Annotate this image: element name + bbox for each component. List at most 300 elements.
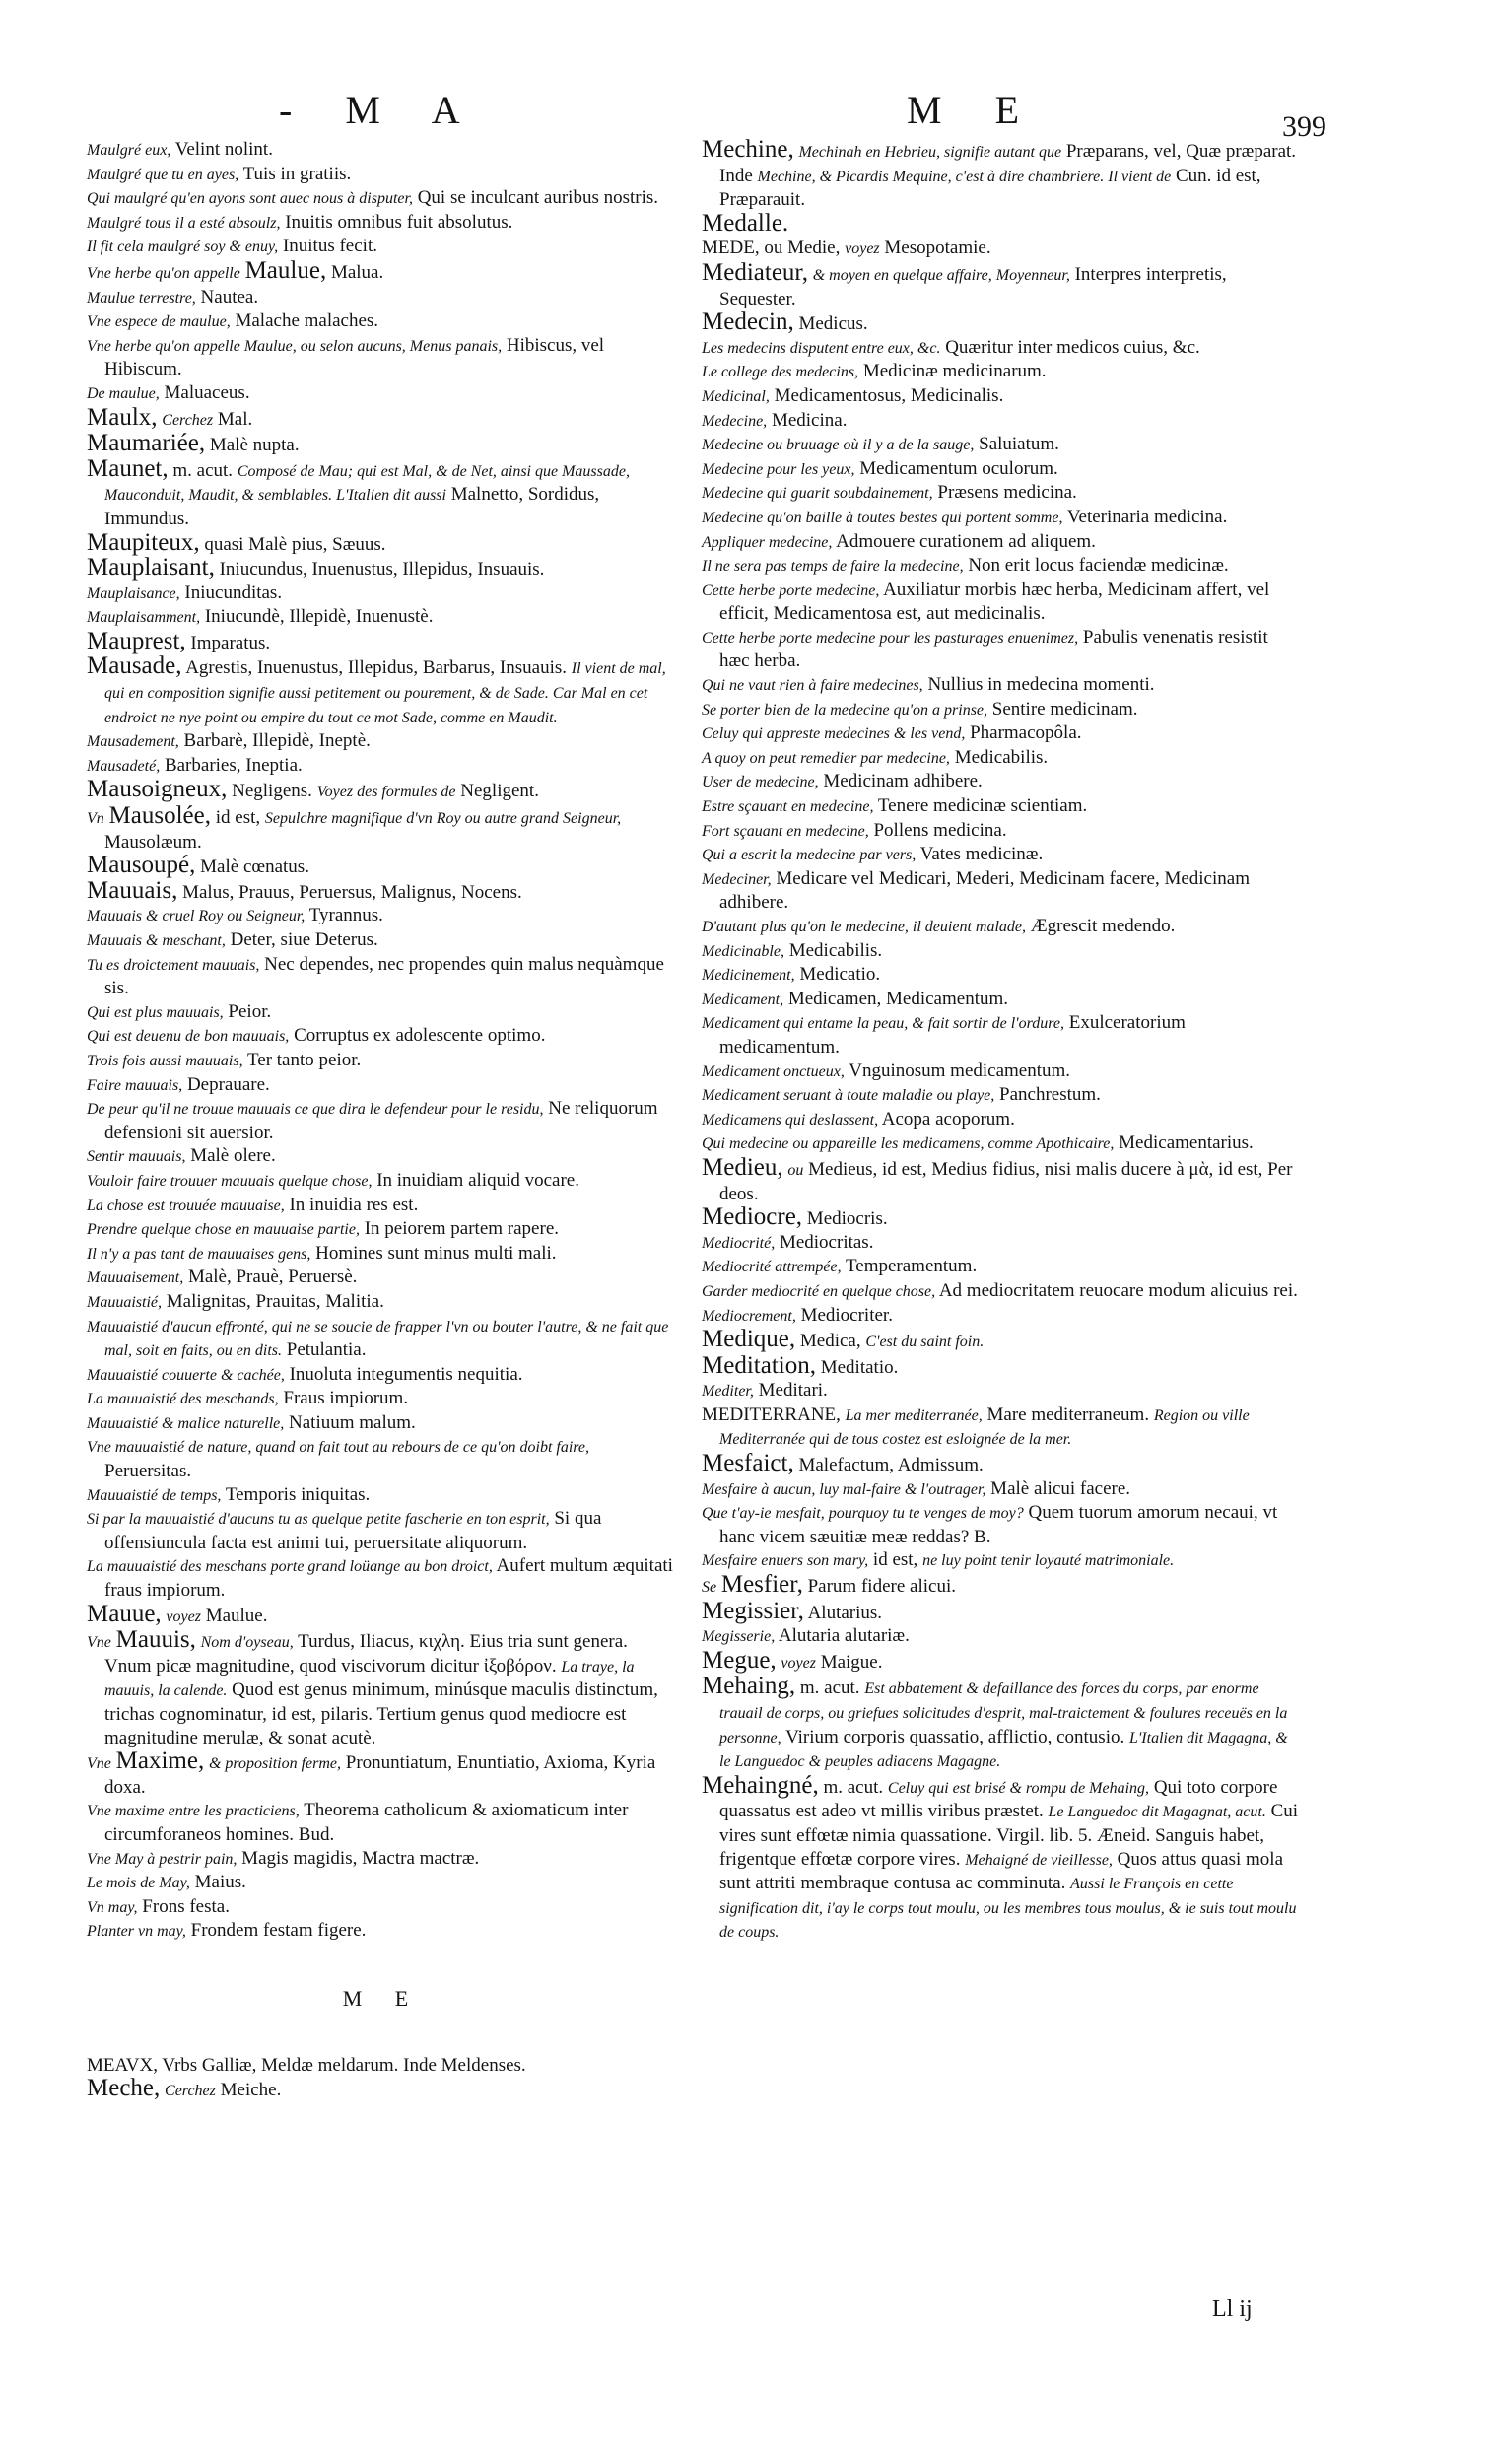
dictionary-entry bbox=[702, 138, 1301, 212]
dictionary-entry bbox=[87, 1435, 678, 1482]
latin-text: Imparatus. bbox=[190, 632, 271, 653]
latin-text: quasi Malè pius, Sæuus. bbox=[204, 533, 386, 555]
latin-text: Panchrestum. bbox=[999, 1084, 1101, 1106]
dictionary-entry bbox=[87, 953, 678, 1000]
latin-text: Cui vires sunt effœtæ nimia quassatione. Virgil. lib. 5. Æneid. Sanguis habet, frigentque effœtæ corpore vires. bbox=[719, 1801, 1299, 1870]
dictionary-entry bbox=[87, 286, 678, 310]
latin-text: Natiuum malum. bbox=[289, 1411, 416, 1433]
dictionary-entry bbox=[87, 854, 678, 879]
french-text: Medicinement, bbox=[702, 967, 795, 985]
headword: Medique, bbox=[702, 1326, 796, 1353]
dictionary-entry bbox=[702, 1597, 1301, 1625]
latin-text: Non erit locus faciendæ medicinæ. bbox=[968, 555, 1229, 577]
latin-text: Malache malaches. bbox=[235, 310, 379, 332]
french-text: Sentir mauuais, bbox=[87, 1148, 186, 1166]
dictionary-entry bbox=[87, 1919, 678, 1944]
dictionary-entry bbox=[702, 1205, 1301, 1231]
latin-text: Malefactum, Admissum. bbox=[798, 1455, 984, 1476]
dictionary-entry bbox=[87, 1073, 678, 1098]
latin-text: Corruptus ex adolescente optimo. bbox=[294, 1025, 546, 1047]
latin-text: Negligens. bbox=[232, 781, 312, 802]
dictionary-entry bbox=[87, 729, 678, 754]
latin-text: id est, bbox=[872, 1549, 918, 1571]
dictionary-entry bbox=[702, 770, 1301, 794]
dictionary-entry bbox=[87, 1847, 678, 1872]
french-text: Vouloir faire trouuer mauuais quelque chose, bbox=[87, 1172, 373, 1190]
french-text: Mesfaire à aucun, luy mal-faire & l'outrager, bbox=[702, 1480, 986, 1498]
french-text: Mediter, bbox=[702, 1383, 754, 1401]
french-text: Qui medecine ou appareille les medicamens, comme Apothicaire, bbox=[702, 1135, 1115, 1153]
headword: Maunet, bbox=[87, 454, 169, 482]
dictionary-entry bbox=[87, 778, 678, 804]
french-text: Vne herbe qu'on appelle bbox=[87, 264, 240, 282]
french-text: Medicament onctueux, bbox=[702, 1062, 845, 1080]
headword: Maulue, bbox=[244, 256, 327, 284]
dictionary-entry bbox=[87, 235, 678, 259]
french-text: Aussi le François en cette signification dit, i'ay le corps tout moulu, ou les membres tous moulus, & ie suis tout moulu de coups. bbox=[719, 1876, 1297, 1942]
dictionary-entry bbox=[87, 1387, 678, 1411]
left-column bbox=[87, 138, 678, 2103]
latin-text: Medieus, id est, Medius fidius, nisi malis ducere à μὰ, id est, Per deos. bbox=[719, 1158, 1293, 1204]
dictionary-entry bbox=[87, 2054, 678, 2078]
french-text: Tu es droictement mauuais, bbox=[87, 956, 260, 974]
dictionary-entry bbox=[87, 1169, 678, 1194]
latin-text: Mesopotamie. bbox=[884, 238, 991, 259]
latin-text: Medicinam adhibere. bbox=[823, 771, 983, 792]
latin-text: Medicamentosus, Medicinalis. bbox=[774, 384, 1004, 406]
dictionary-entry bbox=[702, 794, 1301, 819]
latin-text: In peiorem partem rapere. bbox=[364, 1218, 560, 1240]
french-text: Qui ne vaut rien à faire medecines, bbox=[702, 677, 923, 695]
french-text: Qui est deuenu de bon mauuais, bbox=[87, 1028, 290, 1046]
french-text: Prendre quelque chose en mauuaise partie, bbox=[87, 1221, 360, 1239]
dictionary-entry bbox=[702, 1279, 1301, 1304]
dictionary-entry bbox=[87, 1049, 678, 1073]
french-text: La mauuaistié des meschans porte grand loüange au bon droict, bbox=[87, 1558, 493, 1576]
latin-text: Si qua offensiuncula facta est animi tui, peruersitate aliquorum. bbox=[104, 1508, 602, 1553]
french-text: Megisserie, bbox=[702, 1628, 776, 1646]
latin-text: Nautea. bbox=[200, 286, 259, 308]
latin-text: Deter, siue Deterus. bbox=[230, 929, 378, 950]
dictionary-entry bbox=[702, 1351, 1301, 1380]
dictionary-entry bbox=[702, 1624, 1301, 1649]
latin-text: Peruersitas. bbox=[104, 1461, 192, 1482]
latin-text: Malnetto, Sordidus, Immundus. bbox=[104, 484, 600, 529]
latin-text: Nullius in medecina momenti. bbox=[927, 674, 1155, 696]
latin-text: Interpres interpretis, Sequester. bbox=[719, 263, 1227, 309]
dictionary-entry bbox=[87, 211, 678, 236]
headword: Mausoupé, bbox=[87, 852, 196, 879]
latin-text: MEDITERRANE, bbox=[702, 1403, 841, 1425]
latin-text: Malè nupta. bbox=[209, 435, 300, 456]
dictionary-entry bbox=[702, 1771, 1301, 1945]
latin-text: Veterinaria medicina. bbox=[1066, 506, 1228, 527]
latin-text: Malè olere. bbox=[190, 1145, 276, 1167]
french-text: Mediocrité attrempée, bbox=[702, 1259, 842, 1276]
latin-text: Vates medicinæ. bbox=[919, 844, 1044, 865]
latin-text: m. acut. bbox=[172, 459, 234, 481]
headword: Maupiteux, bbox=[87, 528, 200, 556]
latin-text: Iniucundè, Illepidè, Inuenustè. bbox=[204, 606, 434, 628]
latin-text: Quæritur inter medicos cuius, &c. bbox=[945, 336, 1200, 358]
dictionary-entry bbox=[702, 1108, 1301, 1132]
dictionary-entry bbox=[87, 1144, 678, 1169]
latin-text: Iniucunditas. bbox=[184, 582, 283, 603]
dictionary-entry bbox=[702, 554, 1301, 579]
headword: Medalle. bbox=[702, 209, 789, 237]
headword: Mediateur, bbox=[702, 258, 808, 286]
latin-text: Mediocriter. bbox=[800, 1304, 893, 1326]
dictionary-entry bbox=[87, 582, 678, 606]
french-text: Celuy qui appreste medecines & les vend, bbox=[702, 725, 966, 743]
latin-text: In inuidia res est. bbox=[289, 1194, 419, 1215]
dictionary-entry bbox=[87, 1290, 678, 1315]
french-text: Se porter bien de la medecine qu'on a prinse, bbox=[702, 701, 988, 719]
french-text: Mausadement, bbox=[87, 733, 179, 751]
latin-text: Mare mediterraneum. bbox=[986, 1403, 1150, 1425]
dictionary-entry bbox=[87, 432, 678, 457]
french-text: Vne mauuaistié de nature, quand on fait tout au rebours de ce qu'on doibt faire, bbox=[87, 1439, 590, 1457]
latin-text: In inuidiam aliquid vocare. bbox=[376, 1169, 579, 1191]
latin-text: Barbarè, Illepidè, Ineptè. bbox=[183, 730, 371, 752]
headword: Mehaing, bbox=[702, 1673, 796, 1700]
dictionary-entry bbox=[87, 1749, 678, 1799]
latin-text: MEDE, ou Medie, bbox=[702, 238, 841, 259]
dictionary-entry bbox=[87, 1411, 678, 1436]
left-entries-end bbox=[87, 2054, 678, 2103]
dictionary-entry bbox=[702, 1304, 1301, 1329]
french-text: User de medecine, bbox=[702, 774, 819, 791]
dictionary-entry bbox=[702, 1060, 1301, 1084]
dictionary-entry bbox=[87, 627, 678, 655]
french-text: Medecine pour les yeux, bbox=[702, 460, 855, 478]
dictionary-entry bbox=[87, 804, 678, 854]
latin-text: Temporis iniquitas. bbox=[225, 1483, 371, 1505]
french-text: Mechinah en Hebrieu, signifie autant que bbox=[798, 144, 1062, 161]
latin-text: Tuis in gratiis. bbox=[242, 163, 352, 184]
dictionary-entry bbox=[87, 528, 678, 557]
dictionary-entry bbox=[702, 1646, 1301, 1676]
dictionary-entry bbox=[87, 1507, 678, 1554]
french-text: Estre sçauant en medecine, bbox=[702, 798, 874, 816]
dictionary-entry bbox=[702, 1379, 1301, 1403]
latin-text: Inuoluta integumentis nequitia. bbox=[289, 1363, 523, 1385]
headword: Megissier, bbox=[702, 1597, 804, 1624]
french-text: Vn bbox=[87, 810, 104, 828]
french-text: Cerchez bbox=[162, 411, 214, 429]
french-text: De peur qu'il ne trouue mauuais ce que dira le defendeur pour le residu, bbox=[87, 1101, 544, 1119]
latin-text: Malignitas, Prauitas, Malitia. bbox=[166, 1290, 384, 1312]
french-text: La traye, la mauuis, la calende. bbox=[104, 1658, 635, 1700]
latin-text: Quod est genus minimum, minúsque maculis distinctum, trichas cognominatur, id est, pilaris. Tertium genus quod mediocre est magnitudine merulæ, & sonat acutè. bbox=[104, 1679, 658, 1748]
french-text: Planter vn may, bbox=[87, 1923, 186, 1941]
latin-text: Aufert multum æquitati fraus impiorum. bbox=[104, 1555, 673, 1602]
french-text: Mauuaisement, bbox=[87, 1269, 184, 1287]
french-text: Mauplaisance, bbox=[87, 584, 180, 602]
french-text: Mediocrement, bbox=[702, 1307, 796, 1325]
french-text: & moyen en quelque affaire, Moyenneur, bbox=[812, 266, 1070, 284]
french-text: Mauuaistié de temps, bbox=[87, 1486, 222, 1504]
dictionary-entry bbox=[87, 1194, 678, 1218]
dictionary-entry bbox=[87, 163, 678, 187]
latin-text: Saluiatum. bbox=[979, 434, 1059, 455]
french-text: Cette herbe porte medecine pour les pasturages enuenimez, bbox=[702, 629, 1079, 647]
dictionary-entry bbox=[87, 1217, 678, 1242]
section-heading: M E bbox=[342, 1985, 423, 2011]
french-text: Nom d'oyseau, bbox=[200, 1634, 294, 1652]
french-text: Maulgré tous il a esté absoulz, bbox=[87, 214, 281, 232]
headword: Mausolée, bbox=[108, 802, 211, 830]
dictionary-entry bbox=[87, 654, 678, 729]
french-text: Maulgré que tu en ayes, bbox=[87, 166, 239, 183]
dictionary-entry bbox=[702, 481, 1301, 506]
french-text: Medecine, bbox=[702, 412, 768, 430]
french-text: Appliquer medecine, bbox=[702, 533, 833, 551]
dictionary-entry bbox=[702, 721, 1301, 746]
latin-text: Theorema catholicum & axiomaticum inter circumforaneos homines. Bud. bbox=[104, 1800, 629, 1845]
latin-text: Cun. id est, Præparauit. bbox=[719, 165, 1261, 211]
latin-text: Maius. bbox=[194, 1872, 246, 1893]
french-text: Qui maulgré qu'en ayons sont auec nous à disputer, bbox=[87, 190, 413, 208]
latin-text: Pronuntiatum, Enuntiatio, Axioma, Kyria doxa. bbox=[104, 1752, 656, 1798]
french-text: & proposition ferme, bbox=[208, 1755, 342, 1773]
latin-text: Quem tuorum amorum necaui, vt hanc vicem sæuitiæ meæ reddas? B. bbox=[719, 1502, 1278, 1547]
french-text: voyez bbox=[166, 1608, 201, 1625]
dictionary-entry bbox=[702, 409, 1301, 434]
latin-text: Pollens medicina. bbox=[873, 819, 1007, 841]
dictionary-entry bbox=[702, 457, 1301, 482]
french-text: Medicinable, bbox=[702, 942, 784, 960]
latin-text: Exulceratorium medicamentum. bbox=[719, 1012, 1186, 1058]
latin-text: Virium corporis quassatio, afflictio, contusio. bbox=[785, 1726, 1125, 1747]
dictionary-entry bbox=[87, 1266, 678, 1290]
dictionary-entry bbox=[87, 556, 678, 582]
right-column bbox=[702, 138, 1301, 1945]
french-text: Si par la mauuaistié d'aucuns tu as quelque petite fascherie en ton esprit, bbox=[87, 1511, 550, 1529]
french-text: Medicament qui entame la peau, & fait sortir de l'ordure, bbox=[702, 1015, 1064, 1033]
dictionary-entry bbox=[87, 1242, 678, 1266]
header-title-right: M E bbox=[907, 88, 1041, 132]
dictionary-entry bbox=[702, 746, 1301, 771]
french-text: Medicament seruant à toute maladie ou playe, bbox=[702, 1087, 995, 1105]
french-text: voyez bbox=[845, 240, 880, 258]
dictionary-entry bbox=[702, 1452, 1301, 1477]
header-title-left: M A bbox=[345, 88, 482, 132]
latin-text: Pharmacopôla. bbox=[970, 722, 1082, 744]
french-text: Medecine qui guarit soubdainement, bbox=[702, 485, 933, 503]
french-text: Maulue terrestre, bbox=[87, 289, 196, 307]
latin-text: Præsens medicina. bbox=[937, 482, 1077, 504]
latin-text: Hibiscus, vel Hibiscum. bbox=[104, 334, 605, 380]
latin-text: Peior. bbox=[228, 1000, 272, 1022]
dictionary-entry bbox=[702, 384, 1301, 409]
french-text: Que t'ay-ie mesfait, pourquoy tu te venges de moy? bbox=[702, 1505, 1024, 1523]
french-text: Vn may, bbox=[87, 1898, 138, 1916]
french-text: Voyez des formules de bbox=[316, 784, 456, 801]
latin-text: Inuitus fecit. bbox=[282, 236, 377, 257]
page-number: 399 bbox=[1282, 110, 1326, 143]
dictionary-entry bbox=[702, 988, 1301, 1012]
latin-text: Maigue. bbox=[820, 1651, 883, 1673]
latin-text: Velint nolint. bbox=[174, 139, 273, 160]
latin-text: Medicinæ medicinarum. bbox=[862, 361, 1047, 382]
latin-text: Malè, Prauè, Peruersè. bbox=[187, 1266, 358, 1288]
latin-text: Medicatio. bbox=[799, 964, 881, 986]
dictionary-entry bbox=[702, 530, 1301, 555]
headword: Mesfier, bbox=[720, 1571, 803, 1599]
french-text: Garder mediocrité en quelque chose, bbox=[702, 1282, 936, 1300]
headword: Meche, bbox=[87, 2075, 161, 2102]
dictionary-entry bbox=[87, 1600, 678, 1629]
latin-text: id est, bbox=[215, 807, 261, 829]
dictionary-entry bbox=[702, 819, 1301, 844]
latin-text: Frondem festam figere. bbox=[190, 1920, 367, 1942]
latin-text: Deprauare. bbox=[186, 1073, 270, 1095]
french-text: Composé de Mau; qui est Mal, & de Net, ainsi que Maussade, Mauconduit, Maudit, & semblables. L'Italien dit aussi bbox=[104, 462, 630, 505]
latin-text: Medicus. bbox=[798, 313, 868, 335]
headword: Mehaingné, bbox=[702, 1771, 819, 1799]
latin-text: Ad mediocritatem reuocare modum alicuius rei. bbox=[938, 1279, 1298, 1301]
dictionary-entry bbox=[702, 1083, 1301, 1108]
french-text: ne luy point tenir loyauté matrimoniale. bbox=[922, 1552, 1175, 1570]
dictionary-entry bbox=[87, 454, 678, 531]
dictionary-entry bbox=[87, 1628, 678, 1749]
dictionary-entry bbox=[702, 1477, 1301, 1502]
headword: Medieu, bbox=[702, 1153, 783, 1181]
dictionary-entry bbox=[702, 1675, 1301, 1773]
french-text: Medeciner, bbox=[702, 870, 772, 888]
dictionary-entry bbox=[87, 2077, 678, 2103]
latin-text: Ter tanto peior. bbox=[246, 1049, 362, 1070]
french-text: Mauuaistié couuerte & cachée, bbox=[87, 1366, 285, 1384]
latin-text: Ne reliquorum defensioni sit auersior. bbox=[104, 1098, 658, 1143]
french-text: Mesfaire enuers son mary, bbox=[702, 1552, 869, 1570]
french-text: Il vient de mal, qui en composition signifie aussi petitement ou pourement, & de Sade. Car Mal en cet endroict ne nye point ou empire du tout ce mot Sade, comme en Maudit. bbox=[104, 660, 666, 726]
french-text: Est abbatement & defaillance des forces du corps, par enorme trauail de corps, ou griefues solicitudes d'esprit, mal-traictement & foulures receuës en la personne, bbox=[719, 1680, 1288, 1746]
latin-text: Medicabilis. bbox=[954, 746, 1049, 768]
dictionary-entry bbox=[702, 1328, 1301, 1354]
french-text: Se bbox=[702, 1579, 717, 1597]
french-text: Vne bbox=[87, 1755, 111, 1773]
dictionary-entry bbox=[87, 1363, 678, 1388]
dictionary-entry bbox=[87, 1097, 678, 1144]
french-text: Mauuaistié, bbox=[87, 1293, 162, 1311]
french-text: Vne bbox=[87, 1634, 111, 1652]
dictionary-entry bbox=[702, 843, 1301, 867]
dictionary-entry bbox=[702, 310, 1301, 336]
french-text: Mausadeté, bbox=[87, 757, 161, 775]
french-text: Il n'y a pas tant de mauuaises gens, bbox=[87, 1245, 311, 1263]
dictionary-entry bbox=[702, 1011, 1301, 1059]
headword: Megue, bbox=[702, 1646, 777, 1674]
french-text: D'autant plus qu'on le medecine, il deuient malade, bbox=[702, 919, 1026, 935]
french-text: Le mois de May, bbox=[87, 1875, 190, 1892]
latin-text: Medica, bbox=[799, 1331, 861, 1352]
headword: Medecin, bbox=[702, 308, 794, 336]
dictionary-entry bbox=[87, 138, 678, 163]
dictionary-entry bbox=[702, 1403, 1301, 1452]
dictionary-entry bbox=[87, 1554, 678, 1602]
latin-text: m. acut. bbox=[799, 1677, 860, 1699]
left-entries bbox=[87, 138, 678, 1944]
french-text: Le Languedoc dit Magagnat, acut. bbox=[1048, 1804, 1266, 1821]
headword: Maumariée, bbox=[87, 430, 206, 457]
french-text: L'Italien dit Magagna, & le Languedoc & peuples adiacens Magagne. bbox=[719, 1729, 1288, 1771]
latin-text: Meditatio. bbox=[820, 1356, 899, 1378]
dictionary-entry bbox=[702, 963, 1301, 988]
latin-text: Mediocris. bbox=[806, 1208, 888, 1230]
latin-text: m. acut. bbox=[823, 1776, 884, 1798]
dictionary-entry bbox=[702, 1573, 1301, 1600]
latin-text: Petulantia. bbox=[286, 1339, 367, 1361]
dictionary-entry bbox=[702, 698, 1301, 722]
headword: Mechine, bbox=[702, 136, 794, 163]
french-text: La mauuaistié des meschands, bbox=[87, 1391, 279, 1408]
french-text: Vne maxime entre les practiciens, bbox=[87, 1803, 300, 1820]
dictionary-entry bbox=[87, 1000, 678, 1025]
latin-text: Meiche. bbox=[220, 2080, 282, 2101]
dictionary-entry bbox=[702, 673, 1301, 698]
dictionary-entry bbox=[702, 939, 1301, 964]
french-text: Vne herbe qu'on appelle Maulue, ou selon aucuns, Menus panais, bbox=[87, 337, 503, 355]
latin-text: MEAVX, Vrbs Galliæ, Meldæ meldarum. Inde Meldenses. bbox=[87, 2054, 526, 2076]
latin-text: Malè alicui facere. bbox=[990, 1477, 1131, 1499]
latin-text: Ægrescit medendo. bbox=[1030, 916, 1176, 936]
latin-text: Qui toto corpore quassatus est adeo vt millis viribus præstet. bbox=[719, 1776, 1278, 1822]
french-text: C'est du saint foin. bbox=[865, 1334, 985, 1351]
headword: Mauuais, bbox=[87, 876, 178, 904]
dictionary-entry bbox=[702, 360, 1301, 384]
latin-text: Parum fidere alicui. bbox=[807, 1576, 956, 1598]
latin-text: Agrestis, Inuenustus, Illepidus, Barbarus, Insuauis. bbox=[185, 657, 568, 679]
latin-text: Auxiliatur morbis hæc herba, Medicinam affert, vel efficit, Medicamentosa est, aut medicinalis. bbox=[719, 579, 1270, 625]
dictionary-entry bbox=[702, 1131, 1301, 1156]
latin-text: Temperamentum. bbox=[846, 1256, 978, 1277]
french-text: Qui a escrit la medecine par vers, bbox=[702, 847, 917, 864]
latin-text: Tyrannus. bbox=[308, 905, 383, 926]
french-text: Faire mauuais, bbox=[87, 1076, 183, 1094]
dictionary-entry bbox=[87, 381, 678, 406]
latin-text: Tenere medicinæ scientiam. bbox=[877, 795, 1088, 817]
headword: Mesfaict, bbox=[702, 1450, 794, 1477]
latin-text: Mal. bbox=[217, 408, 253, 430]
latin-text: Fraus impiorum. bbox=[283, 1388, 409, 1409]
latin-text: Meditari. bbox=[758, 1380, 828, 1402]
dictionary-entry bbox=[702, 506, 1301, 530]
latin-text: Magis magidis, Mactra mactræ. bbox=[241, 1847, 480, 1869]
headword: Mauplaisant, bbox=[87, 554, 215, 582]
french-text: Le college des medecins, bbox=[702, 364, 859, 381]
latin-text: Præparans, vel, Quæ præparat. Inde bbox=[719, 141, 1297, 186]
french-text: Maulgré eux, bbox=[87, 142, 171, 159]
latin-text: Medicare vel Medicari, Mederi, Medicinam facere, Medicinam adhibere. bbox=[719, 867, 1250, 914]
dictionary-entry bbox=[87, 1895, 678, 1920]
french-text: Mediocrité, bbox=[702, 1234, 776, 1252]
headword: Maxime, bbox=[115, 1747, 205, 1775]
dictionary-entry bbox=[87, 904, 678, 928]
french-text: A quoy on peut remedier par medecine, bbox=[702, 749, 950, 767]
latin-text: Alutaria alutariæ. bbox=[778, 1625, 910, 1647]
latin-text: Medicina. bbox=[771, 409, 848, 431]
latin-text: Admouere curationem ad aliquem. bbox=[836, 530, 1096, 552]
latin-text: Maulue. bbox=[205, 1605, 268, 1626]
french-text: Mechine, & Picardis Mequine, c'est à dire chambriere. Il vient de bbox=[757, 168, 1172, 185]
french-text: Mehaigné de vieillesse, bbox=[965, 1851, 1113, 1869]
french-text: Fort sçauant en medecine, bbox=[702, 822, 869, 840]
latin-text: Inuitis omnibus fuit absolutus. bbox=[285, 211, 513, 233]
headword: Mauprest, bbox=[87, 627, 186, 654]
french-text: La mer mediterranée, bbox=[845, 1406, 983, 1424]
